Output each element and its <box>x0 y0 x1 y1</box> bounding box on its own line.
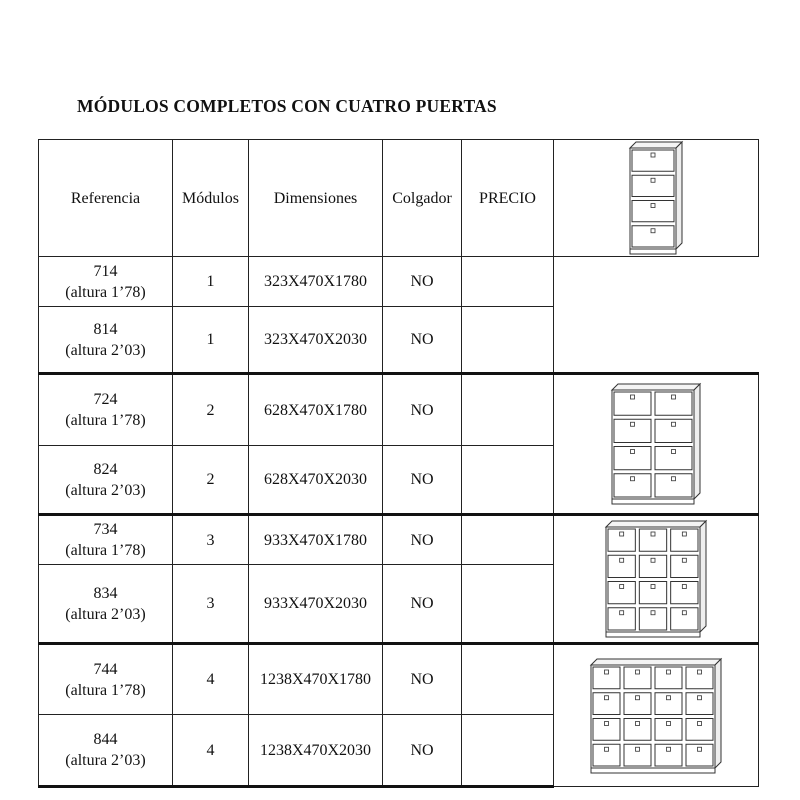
lock-icon <box>605 747 609 751</box>
group-image-cell <box>554 515 759 644</box>
ref-number: 714 <box>93 262 118 280</box>
ref-cell <box>39 644 173 715</box>
lock-icon <box>698 747 702 751</box>
colgador-cell: NO <box>383 257 462 307</box>
ref-number: 824 <box>93 460 118 478</box>
lock-icon <box>620 532 624 536</box>
locker-4-columns-4-doors-icon <box>589 657 723 775</box>
locker-door <box>655 447 692 470</box>
group-image-cell <box>554 140 759 257</box>
lock-icon <box>667 747 671 751</box>
colgador-cell: NO <box>383 515 462 565</box>
cabinet-side <box>715 659 721 768</box>
ref-cell <box>39 257 173 307</box>
ref-number: 834 <box>93 584 118 602</box>
modulos-cell: 4 <box>173 644 249 715</box>
lock-icon <box>672 477 676 481</box>
ref-height: (altura 1’78) <box>65 412 146 429</box>
dimensiones-cell: 1238X470X1780 <box>249 644 383 715</box>
lock-icon <box>636 721 640 725</box>
locker-3-columns-4-doors-icon <box>604 519 708 639</box>
lock-icon <box>698 721 702 725</box>
ref-height: (altura 2’03) <box>65 605 146 623</box>
ref-cell <box>39 307 173 374</box>
cabinet-side <box>676 142 682 249</box>
lock-icon <box>631 450 635 454</box>
header-referencia: Referencia <box>39 140 173 257</box>
dimensiones-cell: 628X470X2030 <box>249 446 383 515</box>
modulos-cell: 4 <box>173 715 249 787</box>
lock-icon <box>605 721 609 725</box>
locker-door <box>614 474 651 497</box>
lock-icon <box>636 670 640 674</box>
colgador-cell: NO <box>383 307 462 374</box>
lock-icon <box>672 450 676 454</box>
lock-icon <box>672 422 676 426</box>
ref-number: 814 <box>93 320 118 338</box>
lock-icon <box>651 532 655 536</box>
lock-icon <box>667 670 671 674</box>
ref-height: (altura 1’78) <box>65 283 146 301</box>
lock-icon <box>631 395 635 399</box>
ref-cell <box>39 446 173 515</box>
lock-icon <box>620 585 624 589</box>
group-image-cell <box>554 374 759 515</box>
table-row <box>39 515 759 565</box>
header-colgador: Colgador <box>383 140 462 257</box>
lock-icon <box>636 747 640 751</box>
dimensiones-cell: 933X470X1780 <box>249 515 383 565</box>
precio-cell <box>462 515 554 565</box>
cabinet-top <box>606 521 706 527</box>
dimensiones-cell: 323X470X1780 <box>249 257 383 307</box>
lock-icon <box>672 395 676 399</box>
dimensiones-cell: 933X470X2030 <box>249 565 383 644</box>
locker-door <box>614 392 651 415</box>
lock-icon <box>682 532 686 536</box>
table-row <box>39 644 759 715</box>
lock-icon <box>682 611 686 615</box>
ref-number: 744 <box>93 660 118 678</box>
lock-icon <box>605 695 609 699</box>
colgador-cell: NO <box>383 374 462 446</box>
group-image-cell <box>554 644 759 787</box>
lock-icon <box>620 611 624 615</box>
lock-icon <box>667 695 671 699</box>
header-dimensiones: Dimensiones <box>249 140 383 257</box>
lock-icon <box>698 695 702 699</box>
precio-cell <box>462 307 554 374</box>
ref-cell <box>39 374 173 446</box>
price-table <box>38 139 759 788</box>
table-row <box>39 374 759 446</box>
cabinet-top <box>591 659 721 665</box>
precio-cell <box>462 446 554 515</box>
lock-icon <box>605 670 609 674</box>
locker-1-column-4-doors-icon <box>628 140 684 256</box>
table-row <box>39 257 759 307</box>
modulos-cell: 1 <box>173 307 249 374</box>
lock-icon <box>631 477 635 481</box>
lock-icon <box>682 558 686 562</box>
ref-height: (altura 2’03) <box>65 752 146 769</box>
modulos-cell: 2 <box>173 446 249 515</box>
lock-icon <box>651 558 655 562</box>
lock-icon <box>651 229 655 233</box>
precio-cell <box>462 257 554 307</box>
lock-icon <box>651 611 655 615</box>
lock-icon <box>631 422 635 426</box>
locker-door <box>614 419 651 442</box>
locker-door <box>655 474 692 497</box>
lock-icon <box>620 558 624 562</box>
colgador-cell: NO <box>383 446 462 515</box>
ref-height: (altura 2’03) <box>65 341 146 359</box>
header-row <box>39 140 759 257</box>
colgador-cell: NO <box>383 565 462 644</box>
ref-number: 844 <box>93 731 118 748</box>
header-modulos: Módulos <box>173 140 249 257</box>
ref-height: (altura 1’78) <box>65 542 146 559</box>
ref-number: 724 <box>93 391 118 408</box>
colgador-cell: NO <box>383 644 462 715</box>
lock-icon <box>667 721 671 725</box>
modulos-cell: 2 <box>173 374 249 446</box>
lock-icon <box>651 585 655 589</box>
locker-door <box>655 419 692 442</box>
locker-door <box>655 392 692 415</box>
ref-number: 734 <box>93 521 118 538</box>
table-row <box>39 307 759 374</box>
dimensiones-cell: 1238X470X2030 <box>249 715 383 787</box>
lock-icon <box>651 204 655 208</box>
locker-2-columns-4-doors-icon <box>610 382 702 506</box>
dimensiones-cell: 323X470X2030 <box>249 307 383 374</box>
cabinet-side <box>700 521 706 632</box>
locker-door <box>614 447 651 470</box>
ref-cell <box>39 565 173 644</box>
lock-icon <box>636 695 640 699</box>
dimensiones-cell: 628X470X1780 <box>249 374 383 446</box>
modulos-cell: 3 <box>173 515 249 565</box>
precio-cell <box>462 565 554 644</box>
cabinet-side <box>694 384 700 499</box>
lock-icon <box>698 670 702 674</box>
header-precio: PRECIO <box>462 140 554 257</box>
ref-cell <box>39 715 173 787</box>
precio-cell <box>462 374 554 446</box>
cabinet-top <box>630 142 682 148</box>
precio-cell <box>462 644 554 715</box>
page-title: MÓDULOS COMPLETOS CON CUATRO PUERTAS <box>77 96 497 116</box>
colgador-cell: NO <box>383 715 462 787</box>
ref-cell <box>39 515 173 565</box>
modulos-cell: 1 <box>173 257 249 307</box>
precio-cell <box>462 715 554 787</box>
lock-icon <box>651 153 655 157</box>
lock-icon <box>651 178 655 182</box>
modulos-cell: 3 <box>173 565 249 644</box>
lock-icon <box>682 585 686 589</box>
cabinet-top <box>612 384 700 390</box>
ref-height: (altura 1’78) <box>65 681 146 699</box>
ref-height: (altura 2’03) <box>65 481 146 499</box>
